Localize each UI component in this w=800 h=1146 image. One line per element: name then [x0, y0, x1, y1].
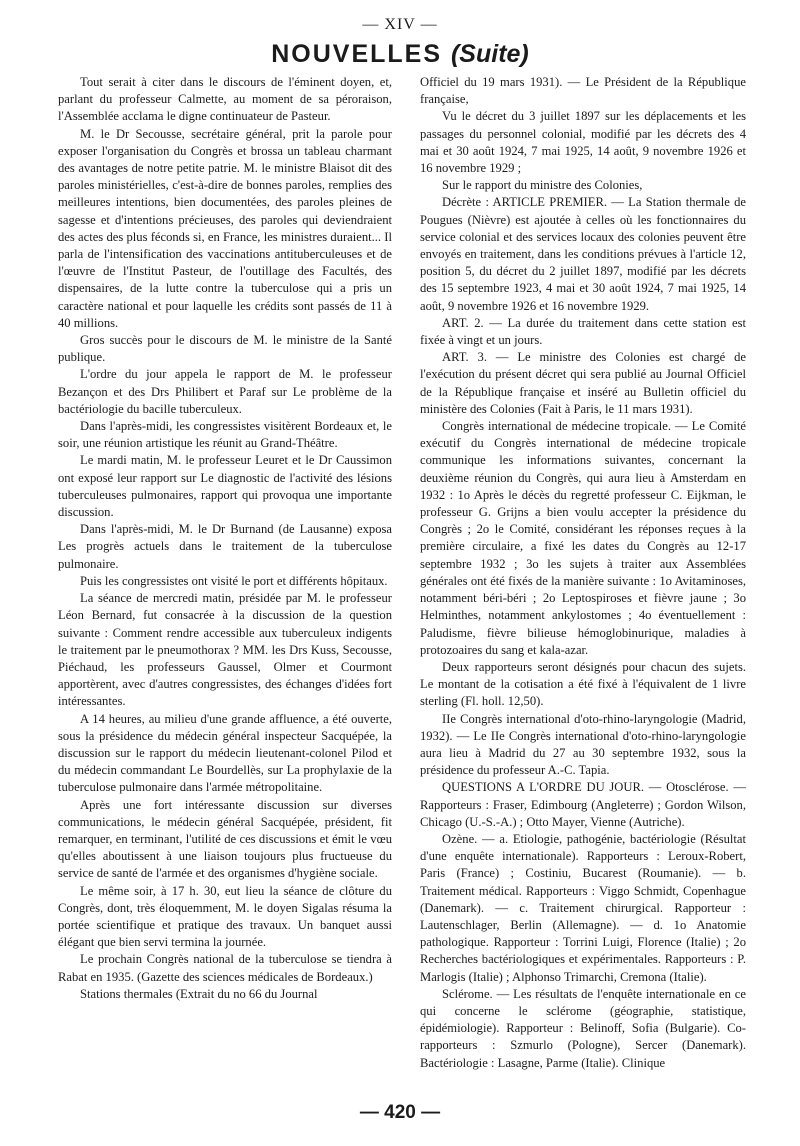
right-column — [420, 74, 746, 1072]
paragraph: Ozène. — a. Etiologie, pathogénie, bactériologie (Résultat d'une enquête internationale). Rapporteurs : Leroux-Robert, Paris (France) ; Costiniu, Bucarest (Roumanie). — b. Traitement médical. Rapporteurs : Viggo Schmidt, Copenhague (Danemark). — c. Traitement chirurgical. Rapporteur : Lautenschlager, Berlin (Allemagne). — d. 1o Anatomie pathologique. Rapporteur : Torrini Luigi, Florence (Italie) ; 2o Recherches bactériologiques et expérimentales. Rapporteurs : P. Marlogis (Italie) ; Alphonso Trimarchi, Cremona (Italie). — [420, 831, 746, 984]
paragraph: Dans l'après-midi, M. le Dr Burnand (de Lausanne) exposa Les progrès actuels dans le traitement de la tuberculose pulmonaire. — [58, 522, 392, 571]
paragraph: Dans l'après-midi, les congressistes visitèrent Bordeaux et, le soir, une réunion artistique les réunit au Grand-Théâtre. — [58, 419, 392, 451]
paragraph: Le mardi matin, M. le professeur Leuret et le Dr Caussimon ont exposé leur rapport sur Le diagnostic de l'activité des lésions tuberculeuses pulmonaires, rapport qui provoqua une importante discussion. — [58, 453, 392, 520]
paragraph: Tout serait à citer dans le discours de l'éminent doyen, et, parlant du professeur Calmette, au moment de sa péroraison, l'Assemblée acclama le digne continuateur de Pasteur. — [58, 75, 392, 124]
paragraph: ART. 3. — Le ministre des Colonies est chargé de l'exécution du présent décret qui sera publié au Journal Officiel de la République française et inséré au Bulletin officiel du ministère des Colonies (Fait à Paris, le 11 mars 1931). — [420, 350, 746, 416]
left-column — [58, 74, 392, 1003]
paragraph: Après une fort intéressante discussion sur diverses communications, le médecin général Sacquépée, président, fit remarquer, en terminant, l'utilité de ces discussions et émit le vœu qu'elles aboutissent à une liaison toujours plus fructueuse du service de santé de l'armée et des organismes d'hygiène sociale. — [58, 797, 392, 881]
paragraph: Congrès international de médecine tropicale. — Le Comité exécutif du Congrès international de médecine tropicale communique les informations suivantes, concernant la deuxième réunion du Congrès, qui aura lieu à Amsterdam en 1932 : 1o Après le décès du regretté professeur C. Eijkman, le professeur G. Grijns a bien voulu accepter la présidence du Congrès ; 2o le Comité, considérant les réponses reçues à la première circulaire, a fixé les dates du Congrès au 12-17 septembre 1932 ; 3o les sujets à traiter aux Assemblées générales ont été fixés de la manière suivante : 1o Avitaminoses, notamment béri-béri ; 2o Leptospiroses et fièvre jaune ; 3o Helminthes, notamment ankylostomes ; 4o éventuellement : Paludisme, fièvre bilieuse hémoglobinurique, maladies à protozoaires du sang et kala-azar. — [420, 419, 746, 657]
paragraph: L'ordre du jour appela le rapport de M. le professeur Bezançon et des Drs Philibert et Paraf sur Le problème de la bactériologie du bacille tuberculeux. — [58, 367, 392, 416]
paragraph: IIe Congrès international d'oto-rhino-laryngologie (Madrid, 1932). — Le IIe Congrès international d'oto-rhino-laryngologie aura lieu à Madrid du 27 au 30 septembre 1932, sous la présidence du professeur A.-C. Tapia. — [420, 711, 746, 778]
paragraph: Le prochain Congrès national de la tuberculose se tiendra à Rabat en 1935. (Gazette des sciences médicales de Bordeaux.) — [58, 952, 392, 984]
section-title: NOUVELLES — [271, 40, 443, 68]
page-number: — 420 — — [359, 1102, 441, 1123]
paragraph: M. le Dr Secousse, secrétaire général, prit la parole pour exposer l'organisation du Congrès et brossa un tableau charmant des avantages de notre petite patrie. M. le ministre Blaisot dit des paroles ministérielles, c'est-à-dire de bonnes paroles, remplies des meilleures intentions, bien documentées, des paroles pleines de sagesse et d'intentions précieuses, des paroles qui deviendraient des actes des plus féconds si, en France, les ministres duraient... Il parla de l'intensification des vaccinations antituberculeuses et de l'œuvre de l'Institut Pasteur, de l'outillage des Facultés, des dispensaires, de la lutte contre la tuberculose qui a pris un caractère national et pour laquelle les crédits sont passés de 11 à 40 millions. — [58, 126, 392, 330]
paragraph: Stations thermales (Extrait du no 66 du Journal — [80, 986, 318, 1001]
paragraph: A 14 heures, au milieu d'une grande affluence, a été ouverte, sous la présidence du médecin général inspecteur Sacquépée, la discussion sur le rapport du médecin lieutenant-colonel Pilod et du médecin commandant Le Bourdellès, sur La prophylaxie de la tuberculose pulmonaire dans l'armée métropolitaine. — [58, 711, 392, 795]
roman-folio: — XIV — — [362, 16, 438, 33]
paragraph: ART. 2. — La durée du traitement dans cette station est fixée à vingt et un jours. — [420, 315, 746, 348]
paragraph: Décrète : ARTICLE PREMIER. — La Station thermale de Pougues (Nièvre) est ajoutée à celles où les fonctionnaires du service colonial et des services locaux des colonies peuvent être envoyés en traitement, dans les conditions prévues à l'article 12, position 5, du décret du 2 juillet 1897, modifié par les décrets des 15 septembre 1923, 4 mai et 30 août 1924, 7 mai 1925, 14 août, 9 novembre 1926 et 16 novembre 1929. — [420, 195, 746, 313]
paragraph: Puis les congressistes ont visité le port et différents hôpitaux. — [80, 573, 388, 588]
paragraph: QUESTIONS A L'ORDRE DU JOUR. — Otosclérose. — Rapporteurs : Fraser, Edimbourg (Angleterre) ; Gordon Wilson, Chicago (U.-S.-A.) ; Otto Mayer, Vienne (Autriche). — [420, 780, 746, 829]
paragraph: Deux rapporteurs seront désignés pour chacun des sujets. Le montant de la cotisation a été fixé à l'équivalent de 1 livre sterling (Fl. holl. 12,50). — [420, 659, 746, 709]
paragraph: Gros succès pour le discours de M. le ministre de la Santé publique. — [58, 333, 392, 365]
section-title-suffix: (Suite) — [450, 40, 529, 68]
paragraph: Le même soir, à 17 h. 30, eut lieu la séance de clôture du Congrès, dont, très éloquemment, M. le doyen Sigalas résuma la portée scientifique et pratique des travaux. Un banquet aussi élégant que bien servi termina la journée. — [58, 883, 392, 950]
paragraph: Officiel du 19 mars 1931). — Le Président de la République française, — [420, 75, 746, 107]
section-heading — [0, 40, 800, 69]
paragraph: La séance de mercredi matin, présidée par M. le professeur Léon Bernard, fut consacrée à la discussion de la question suivante : Comment rendre accessible aux tuberculeux indigents le traitement par le pneumothorax ? MM. les Drs Kuss, Secousse, Piéchaud, les professeurs Gaussel, Olmer et Courmont apportèrent, avec d'autres congressistes, des échanges d'idées fort intéressantes. — [58, 591, 392, 709]
paragraph: Sclérome. — Les résultats de l'enquête internationale en ce qui concerne le sclérome (géographie, statistique, épidémiologie). Rapporteur : Belinoff, Sofia (Bulgarie). Co-rapporteurs : Szmurlo (Pologne), Sercer (Danemark). Bactériologie : Lasagne, Parme (Italie). Clinique — [420, 986, 746, 1070]
paragraph: Vu le décret du 3 juillet 1897 sur les déplacements et les passages du personnel colonial, modifié par les décrets des 4 mai et 30 août 1924, 7 mai 1925, 14 août, 9 novembre 1926 et 16 novembre 1929 ; — [420, 109, 746, 176]
paragraph: Sur le rapport du ministre des Colonies, — [442, 178, 643, 193]
